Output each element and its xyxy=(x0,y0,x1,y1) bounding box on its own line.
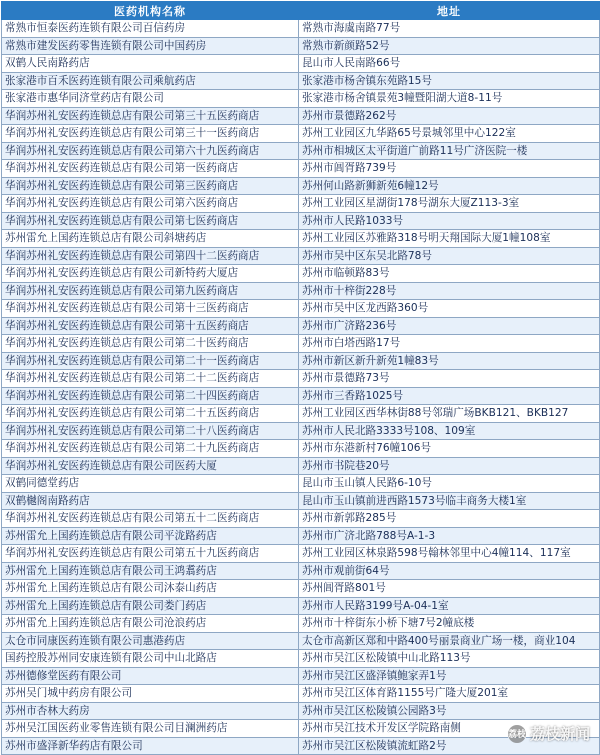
cell-pharmacy-name: 华润苏州礼安医药连锁总店有限公司第二十九医药商店 xyxy=(2,440,299,458)
cell-pharmacy-name: 双鹤同德堂药店 xyxy=(2,475,299,493)
table-row xyxy=(2,212,600,230)
cell-pharmacy-name: 华润苏州礼安医药连锁总店有限公司第二十四医药商店 xyxy=(2,387,299,405)
cell-pharmacy-name: 苏州雷允上国药连锁总店有限公司王鸿翥药店 xyxy=(2,562,299,580)
table-row xyxy=(2,317,600,335)
table-row xyxy=(2,142,600,160)
cell-pharmacy-name: 苏州市盛泽新华药店有限公司 xyxy=(2,737,299,755)
cell-pharmacy-name: 华润苏州礼安医药连锁总店有限公司第二十五医药商店 xyxy=(2,405,299,423)
cell-address: 苏州市三香路1025号 xyxy=(299,387,600,405)
cell-pharmacy-name: 华润苏州礼安医药连锁总店有限公司第五十二医药商店 xyxy=(2,510,299,528)
cell-address: 苏州市临顿路83号 xyxy=(299,265,600,283)
table-row xyxy=(2,370,600,388)
table-row xyxy=(2,265,600,283)
cell-pharmacy-name: 苏州吴门城中药房有限公司 xyxy=(2,685,299,703)
cell-address: 苏州市书院巷20号 xyxy=(299,457,600,475)
watermark-text: 荔枝新闻 xyxy=(529,725,590,743)
cell-address: 苏州市观前街64号 xyxy=(299,562,600,580)
cell-address: 苏州市吴江区体育路1155号广隆大厦201室 xyxy=(299,685,600,703)
table-row xyxy=(2,335,600,353)
cell-address: 张家港市杨舍镇景苑3幢暨阳湖大道8-11号 xyxy=(299,90,600,108)
cell-address: 张家港市杨舍镇东苑路15号 xyxy=(299,72,600,90)
cell-pharmacy-name: 苏州雷允上国药连锁总店有限公司娄门药店 xyxy=(2,597,299,615)
table-row xyxy=(2,247,600,265)
table-row xyxy=(2,300,600,318)
table-header-row xyxy=(2,2,600,20)
cell-pharmacy-name: 华润苏州礼安医药连锁总店有限公司第三十一医药商店 xyxy=(2,125,299,143)
cell-pharmacy-name: 双鹤樾阁南路药店 xyxy=(2,492,299,510)
cell-pharmacy-name: 华润苏州礼安医药连锁总店有限公司第二十医药商店 xyxy=(2,335,299,353)
cell-pharmacy-name: 苏州雷允上国药连锁总店有限公司沐泰山药店 xyxy=(2,580,299,598)
table-row xyxy=(2,352,600,370)
cell-address: 苏州工业园区星湖街178号湖东大厦Z113-3室 xyxy=(299,195,600,213)
cell-pharmacy-name: 华润苏州礼安医药连锁总店有限公司第四十二医药商店 xyxy=(2,247,299,265)
table-row xyxy=(2,615,600,633)
cell-pharmacy-name: 双鹤人民南路药店 xyxy=(2,55,299,73)
table-row xyxy=(2,90,600,108)
cell-address: 苏州工业园区九华路65号景城邻里中心122室 xyxy=(299,125,600,143)
cell-address: 苏州市吴江技术开发区学院路南侧 xyxy=(299,720,600,738)
cell-pharmacy-name: 华润苏州礼安医药连锁总店有限公司第六医药商店 xyxy=(2,195,299,213)
table-row xyxy=(2,37,600,55)
table-row xyxy=(2,650,600,668)
cell-pharmacy-name: 华润苏州礼安医药连锁总店有限公司第十三医药商店 xyxy=(2,300,299,318)
cell-pharmacy-name: 华润苏州礼安医药连锁总店有限公司第一医药商店 xyxy=(2,160,299,178)
cell-pharmacy-name: 华润苏州礼安医药连锁总店有限公司第九医药商店 xyxy=(2,282,299,300)
table-row xyxy=(2,632,600,650)
table-row xyxy=(2,422,600,440)
cell-address: 苏州市吴中区东吴北路78号 xyxy=(299,247,600,265)
cell-address: 苏州市广济路236号 xyxy=(299,317,600,335)
cell-address: 苏州市新郭路285号 xyxy=(299,510,600,528)
cell-pharmacy-name: 国药控股苏州同安康连锁有限公司中山北路店 xyxy=(2,650,299,668)
cell-address: 苏州市十梓街东小桥下塘7号2幢底楼 xyxy=(299,615,600,633)
table-row xyxy=(2,667,600,685)
cell-address: 苏州工业园区苏雅路318号明天翔国际大厦1幢108室 xyxy=(299,230,600,248)
table-row xyxy=(2,125,600,143)
table-row xyxy=(2,545,600,563)
cell-pharmacy-name: 华润苏州礼安医药连锁总店有限公司新特药大厦店 xyxy=(2,265,299,283)
table-row xyxy=(2,597,600,615)
table-row xyxy=(2,107,600,125)
cell-pharmacy-name: 华润苏州礼安医药连锁总店有限公司第二十一医药商店 xyxy=(2,352,299,370)
cell-pharmacy-name: 华润苏州礼安医药连锁总店有限公司第六十九医药商店 xyxy=(2,142,299,160)
cell-address: 苏州市白塔西路17号 xyxy=(299,335,600,353)
cell-address: 苏州市吴江区松陵镇流虹路2号 xyxy=(299,737,600,755)
cell-address: 苏州市吴中区龙西路360号 xyxy=(299,300,600,318)
cell-address: 苏州市人民路3199号A-04-1室 xyxy=(299,597,600,615)
cell-pharmacy-name: 苏州雷允上国药连锁总店有限公司沧浪药店 xyxy=(2,615,299,633)
table-row xyxy=(2,20,600,38)
table-row xyxy=(2,55,600,73)
column-header-address: 地址 xyxy=(299,2,600,20)
table-row xyxy=(2,230,600,248)
cell-address: 苏州市十梓街228号 xyxy=(299,282,600,300)
watermark xyxy=(508,723,590,744)
cell-pharmacy-name: 华润苏州礼安医药连锁总店有限公司第三十五医药商店 xyxy=(2,107,299,125)
cell-address: 苏州市吴江区松陵镇公园路3号 xyxy=(299,702,600,720)
cell-address: 苏州市东港新村76幢106号 xyxy=(299,440,600,458)
cell-address: 昆山市玉山镇前进西路1573号临丰商务大楼1室 xyxy=(299,492,600,510)
cell-pharmacy-name: 苏州吴江国医药业零售连锁有限公司目澜洲药店 xyxy=(2,720,299,738)
table-row xyxy=(2,492,600,510)
table-row xyxy=(2,580,600,598)
table-row xyxy=(2,160,600,178)
cell-pharmacy-name: 华润苏州礼安医药连锁总店有限公司第二十二医药商店 xyxy=(2,370,299,388)
cell-pharmacy-name: 华润苏州礼安医药连锁总店有限公司第十五医药商店 xyxy=(2,317,299,335)
cell-pharmacy-name: 太仓市同康医药连锁有限公司惠港药店 xyxy=(2,632,299,650)
table-body xyxy=(2,20,600,755)
cell-pharmacy-name: 华润苏州礼安医药连锁总店有限公司第七医药商店 xyxy=(2,212,299,230)
cell-pharmacy-name: 张家港市百禾医药连锁有限公司乘航药店 xyxy=(2,72,299,90)
cell-address: 苏州市景德路262号 xyxy=(299,107,600,125)
pharmacy-table xyxy=(1,1,600,755)
table-row xyxy=(2,475,600,493)
cell-pharmacy-name: 张家港市惠华同济堂药店有限公司 xyxy=(2,90,299,108)
cell-address: 苏州市吴江区松陵镇中山北路113号 xyxy=(299,650,600,668)
cell-pharmacy-name: 华润苏州礼安医药连锁总店有限公司第二十八医药商店 xyxy=(2,422,299,440)
cell-address: 苏州何山路新狮新苑6幢12号 xyxy=(299,177,600,195)
cell-pharmacy-name: 华润苏州礼安医药连锁总店有限公司第三医药商店 xyxy=(2,177,299,195)
table-row xyxy=(2,405,600,423)
table-row xyxy=(2,195,600,213)
cell-address: 昆山市人民南路66号 xyxy=(299,55,600,73)
cell-address: 太仓市高新区郑和中路400号丽景商业广场一楼，商业104 xyxy=(299,632,600,650)
cell-address: 苏州市人民北路3333号108、109室 xyxy=(299,422,600,440)
cell-address: 苏州市新区新升新苑1幢83号 xyxy=(299,352,600,370)
table-row xyxy=(2,72,600,90)
table-row xyxy=(2,440,600,458)
cell-address: 苏州阊胥路801号 xyxy=(299,580,600,598)
column-header-name: 医药机构名称 xyxy=(2,2,299,20)
cell-pharmacy-name: 华润苏州礼安医药连锁总店有限公司医药大厦 xyxy=(2,457,299,475)
table-row xyxy=(2,457,600,475)
cell-address: 苏州市吴江区盛泽镇鲍家弄1号 xyxy=(299,667,600,685)
table-row xyxy=(2,510,600,528)
table-row xyxy=(2,685,600,703)
table-row xyxy=(2,387,600,405)
cell-address: 苏州工业园区西华林街88号邻瑞广场BKB121、BKB127 xyxy=(299,405,600,423)
cell-pharmacy-name: 苏州雷允上国药连锁总店有限公司斜塘药店 xyxy=(2,230,299,248)
table-row xyxy=(2,562,600,580)
cell-pharmacy-name: 常熟市恒泰医药连锁有限公司百信药房 xyxy=(2,20,299,38)
table-row xyxy=(2,177,600,195)
table-row xyxy=(2,282,600,300)
cell-pharmacy-name: 苏州德修堂医药有限公司 xyxy=(2,667,299,685)
cell-pharmacy-name: 常熟市建发医药零售连锁有限公司中国药房 xyxy=(2,37,299,55)
table-row xyxy=(2,702,600,720)
watermark-logo-icon: 荔枝 xyxy=(508,725,526,743)
cell-address: 常熟市海虞南路77号 xyxy=(299,20,600,38)
cell-pharmacy-name: 苏州雷允上国药连锁总店有限公司平泷路药店 xyxy=(2,527,299,545)
cell-address: 昆山市玉山镇人民路6-10号 xyxy=(299,475,600,493)
table-row xyxy=(2,527,600,545)
cell-pharmacy-name: 苏州市杏林大药房 xyxy=(2,702,299,720)
cell-address: 苏州市广济北路788号A-1-3 xyxy=(299,527,600,545)
cell-pharmacy-name: 华润苏州礼安医药连锁总店有限公司第五十九医药商店 xyxy=(2,545,299,563)
cell-address: 苏州市人民路1033号 xyxy=(299,212,600,230)
cell-address: 苏州工业园区林泉路598号翰林邻里中心4幢114、117室 xyxy=(299,545,600,563)
cell-address: 常熟市新颜路52号 xyxy=(299,37,600,55)
cell-address: 苏州市相城区太平街道广前路11号广济医院一楼 xyxy=(299,142,600,160)
cell-address: 苏州市阊胥路739号 xyxy=(299,160,600,178)
cell-address: 苏州市景德路73号 xyxy=(299,370,600,388)
